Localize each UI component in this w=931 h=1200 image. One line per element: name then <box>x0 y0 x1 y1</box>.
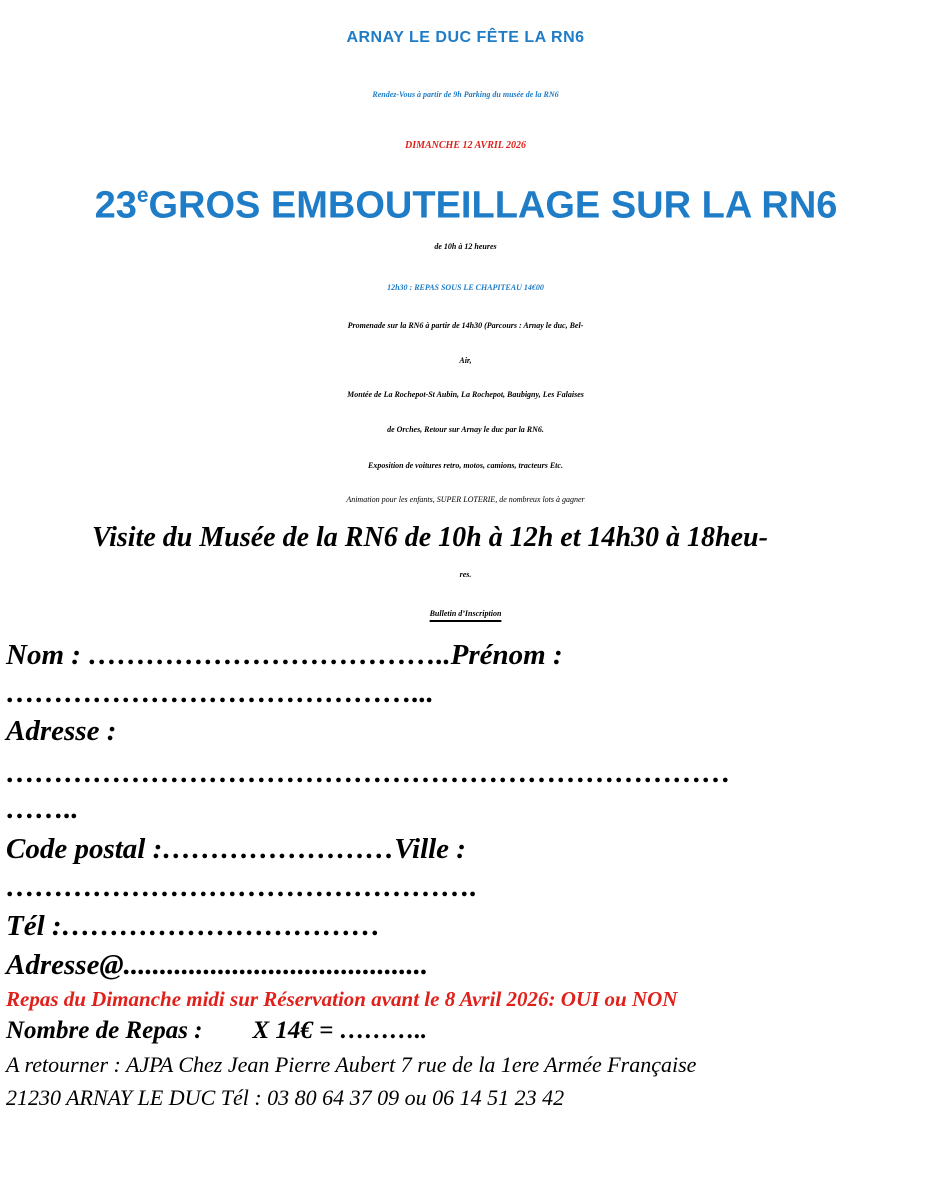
address-label: Adresse : <box>6 715 117 747</box>
meal-info: 12h30 : REPAS SOUS LE CHAPITEAU 14€00 <box>387 283 544 292</box>
name-field-continuation: ……………………………………... <box>6 677 434 709</box>
email-field: Adresse@.......................................... <box>6 949 429 981</box>
animation-text: Animation pour les enfants, SUPER LOTERIE, de nombreux lots à gagner <box>346 495 585 504</box>
rendezvous-text: Rendez-Vous à partir de 9h Parking du musée de la RN6 <box>372 90 559 99</box>
address-line-2: …….. <box>6 793 79 825</box>
museum-visit-line-2: res. <box>459 570 472 579</box>
event-hours: de 10h à 12 heures <box>434 242 497 251</box>
meal-reservation-note: Repas du Dimanche midi sur Réservation avant le 8 Avril 2026: OUI ou NON <box>6 987 678 1011</box>
event-date: DIMANCHE 12 AVRIL 2026 <box>404 140 527 151</box>
meal-count-field: Nombre de Repas : X 14€ = ……….. <box>6 1017 428 1044</box>
phone-field: Tél :…………………………… <box>6 910 381 942</box>
form-title: Bulletin d’Inscription <box>429 609 502 618</box>
edition-suffix: e <box>136 184 149 207</box>
name-field: Nom : ………………………………..Prénom : <box>6 639 563 671</box>
return-address-line-1: A retourner : AJPA Chez Jean Pierre Aubert 7 rue de la 1ere Armée Française <box>6 1052 697 1077</box>
event-name: GROS EMBOUTEILLAGE SUR LA RN6 <box>148 184 838 227</box>
promenade-line-2: Air, <box>459 356 472 365</box>
route-line-1: Montée de La Rochepot-St Aubin, La Rochepot, Baubigny, Les Falaises <box>347 390 584 399</box>
address-line-1: ………………………………………………………………… <box>6 757 731 789</box>
edition-number: 23 <box>94 184 137 227</box>
promenade-line-1: Promenade sur la RN6 à partir de 14h30 (Parcours : Arnay le duc, Bel- <box>347 321 584 330</box>
flyer-title: ARNAY LE DUC FÊTE LA RN6 <box>346 29 585 46</box>
museum-visit-line-1: Visite du Musée de la RN6 de 10h à 12h et 14h30 à 18heu- <box>92 522 768 553</box>
postal-code-continuation: …………………………………………. <box>6 871 478 903</box>
return-address-line-2: 21230 ARNAY LE DUC Tél : 03 80 64 37 09 ou 06 14 51 23 42 <box>6 1085 565 1110</box>
exhibition-text: Exposition de voitures retro, motos, camions, tracteurs Etc. <box>368 461 563 470</box>
route-line-2: de Orches, Retour sur Arnay le duc par la RN6. <box>387 425 544 434</box>
event-heading <box>8 170 924 232</box>
postal-code-field: Code postal :……………………Ville : <box>6 833 466 865</box>
